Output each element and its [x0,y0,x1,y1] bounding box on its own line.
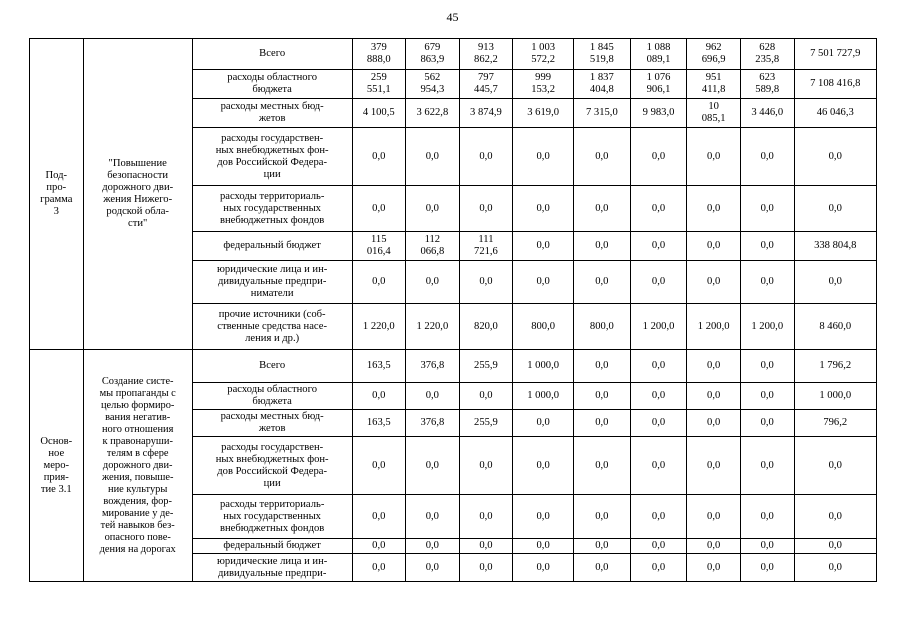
funding-source-label: расходы местных бюд- жетов [192,410,352,437]
value-cell: 0,0 [740,410,794,437]
value-cell: 0,0 [687,437,741,495]
value-cell: 0,0 [459,261,513,304]
total-cell: 0,0 [794,495,876,539]
value-cell: 679 863,9 [406,39,460,70]
total-cell: 46 046,3 [794,99,876,128]
value-cell: 0,0 [352,383,406,410]
value-cell: 0,0 [687,128,741,186]
value-cell: 0,0 [630,495,687,539]
funding-source-label: расходы областного бюджета [192,383,352,410]
funding-source-label: юридические лица и ин- дивидуальные предпри- [192,554,352,582]
total-cell: 0,0 [794,186,876,232]
value-cell: 3 622,8 [406,99,460,128]
value-cell: 0,0 [630,410,687,437]
value-cell: 0,0 [513,232,574,261]
value-cell: 0,0 [687,350,741,383]
value-cell: 0,0 [687,186,741,232]
value-cell: 0,0 [687,410,741,437]
value-cell: 1 200,0 [630,304,687,350]
value-cell: 0,0 [352,495,406,539]
total-cell: 7 108 416,8 [794,70,876,99]
value-cell: 0,0 [406,495,460,539]
value-cell: 0,0 [406,186,460,232]
section-title: Создание систе- мы пропаганды с целью формиро- вания негатив- ного отношения к правонаруши- телям в сфере дорожного дви- жения, повыше- ние культуры вождения, фор- мирование у де- тей навыков без- опасного пове- дения на дорогах [83,350,192,582]
value-cell: 0,0 [687,261,741,304]
funding-source-label: расходы территориаль- ных государственных внебюджетных фондов [192,495,352,539]
funding-source-label: Всего [192,350,352,383]
value-cell: 0,0 [574,539,631,554]
budget-table [29,38,877,582]
table-row [30,350,877,383]
value-cell: 1 000,0 [513,350,574,383]
funding-source-label: федеральный бюджет [192,232,352,261]
value-cell: 9 983,0 [630,99,687,128]
funding-source-label: Всего [192,39,352,70]
value-cell: 0,0 [630,186,687,232]
page-number: 45 [446,10,459,24]
value-cell: 0,0 [630,554,687,582]
funding-source-label: прочие источники (соб- ственные средства насе- ления и др.) [192,304,352,350]
value-cell: 800,0 [574,304,631,350]
value-cell: 10 085,1 [687,99,741,128]
value-cell: 0,0 [687,232,741,261]
value-cell: 0,0 [352,186,406,232]
value-cell: 0,0 [630,128,687,186]
value-cell: 0,0 [406,261,460,304]
value-cell: 0,0 [630,539,687,554]
total-cell: 0,0 [794,539,876,554]
value-cell: 255,9 [459,350,513,383]
value-cell: 0,0 [574,383,631,410]
value-cell: 0,0 [630,383,687,410]
value-cell: 0,0 [513,261,574,304]
value-cell: 0,0 [574,554,631,582]
value-cell: 0,0 [630,261,687,304]
value-cell: 259 551,1 [352,70,406,99]
value-cell: 0,0 [459,383,513,410]
value-cell: 4 100,5 [352,99,406,128]
value-cell: 0,0 [406,437,460,495]
value-cell: 115 016,4 [352,232,406,261]
value-cell: 623 589,8 [740,70,794,99]
value-cell: 0,0 [740,350,794,383]
value-cell: 0,0 [513,186,574,232]
value-cell: 0,0 [574,128,631,186]
value-cell: 255,9 [459,410,513,437]
value-cell: 3 874,9 [459,99,513,128]
value-cell: 0,0 [352,554,406,582]
funding-source-label: юридические лица и ин- дивидуальные предпри- ниматели [192,261,352,304]
value-cell: 0,0 [740,383,794,410]
value-cell: 913 862,2 [459,39,513,70]
value-cell: 0,0 [630,350,687,383]
value-cell: 0,0 [687,539,741,554]
value-cell: 376,8 [406,350,460,383]
value-cell: 0,0 [352,539,406,554]
value-cell: 0,0 [740,437,794,495]
value-cell: 0,0 [406,539,460,554]
value-cell: 628 235,8 [740,39,794,70]
value-cell: 0,0 [406,128,460,186]
value-cell: 0,0 [574,350,631,383]
table-row [30,39,877,70]
funding-source-label: расходы государствен- ных внебюджетных фон- дов Российской Федера- ции [192,128,352,186]
total-cell: 0,0 [794,554,876,582]
value-cell: 820,0 [459,304,513,350]
value-cell: 0,0 [574,232,631,261]
value-cell: 562 954,3 [406,70,460,99]
value-cell: 1 220,0 [352,304,406,350]
section-label: Под- про- грамма 3 [30,39,84,350]
value-cell: 0,0 [406,554,460,582]
value-cell: 1 220,0 [406,304,460,350]
value-cell: 0,0 [352,261,406,304]
value-cell: 0,0 [630,437,687,495]
total-cell: 0,0 [794,261,876,304]
total-cell: 1 000,0 [794,383,876,410]
value-cell: 0,0 [406,383,460,410]
total-cell: 1 796,2 [794,350,876,383]
value-cell: 0,0 [352,437,406,495]
value-cell: 0,0 [574,261,631,304]
section-title: "Повышение безопасности дорожного дви- жения Нижего- родской обла- сти" [83,39,192,350]
value-cell: 0,0 [740,232,794,261]
value-cell: 0,0 [687,495,741,539]
value-cell: 0,0 [740,554,794,582]
value-cell: 1 003 572,2 [513,39,574,70]
value-cell: 0,0 [574,495,631,539]
value-cell: 0,0 [513,437,574,495]
value-cell: 0,0 [740,261,794,304]
value-cell: 379 888,0 [352,39,406,70]
value-cell: 1 837 404,8 [574,70,631,99]
funding-source-label: федеральный бюджет [192,539,352,554]
value-cell: 0,0 [513,554,574,582]
value-cell: 1 076 906,1 [630,70,687,99]
value-cell: 1 200,0 [740,304,794,350]
total-cell: 7 501 727,9 [794,39,876,70]
value-cell: 962 696,9 [687,39,741,70]
value-cell: 0,0 [740,128,794,186]
value-cell: 0,0 [574,437,631,495]
value-cell: 0,0 [459,554,513,582]
value-cell: 163,5 [352,410,406,437]
value-cell: 0,0 [513,495,574,539]
value-cell: 0,0 [513,410,574,437]
value-cell: 0,0 [687,554,741,582]
value-cell: 0,0 [459,539,513,554]
funding-source-label: расходы территориаль- ных государственных внебюджетных фондов [192,186,352,232]
value-cell: 112 066,8 [406,232,460,261]
value-cell: 7 315,0 [574,99,631,128]
funding-source-label: расходы местных бюд- жетов [192,99,352,128]
total-cell: 796,2 [794,410,876,437]
value-cell: 1 845 519,8 [574,39,631,70]
value-cell: 3 619,0 [513,99,574,128]
value-cell: 0,0 [740,186,794,232]
funding-source-label: расходы государствен- ных внебюджетных фон- дов Российской Федера- ции [192,437,352,495]
value-cell: 0,0 [459,128,513,186]
value-cell: 951 411,8 [687,70,741,99]
value-cell: 1 088 089,1 [630,39,687,70]
value-cell: 0,0 [740,495,794,539]
total-cell: 338 804,8 [794,232,876,261]
value-cell: 0,0 [574,410,631,437]
value-cell: 3 446,0 [740,99,794,128]
value-cell: 1 200,0 [687,304,741,350]
value-cell: 0,0 [513,128,574,186]
value-cell: 0,0 [630,232,687,261]
table-body [30,39,877,582]
section-label: Основ- ное меро- прия- тие 3.1 [30,350,84,582]
total-cell: 0,0 [794,437,876,495]
total-cell: 0,0 [794,128,876,186]
value-cell: 376,8 [406,410,460,437]
value-cell: 0,0 [687,383,741,410]
value-cell: 800,0 [513,304,574,350]
value-cell: 0,0 [513,539,574,554]
value-cell: 1 000,0 [513,383,574,410]
value-cell: 0,0 [574,186,631,232]
value-cell: 0,0 [459,186,513,232]
value-cell: 0,0 [459,495,513,539]
value-cell: 797 445,7 [459,70,513,99]
value-cell: 111 721,6 [459,232,513,261]
total-cell: 8 460,0 [794,304,876,350]
value-cell: 0,0 [352,128,406,186]
funding-source-label: расходы областного бюджета [192,70,352,99]
value-cell: 999 153,2 [513,70,574,99]
value-cell: 0,0 [740,539,794,554]
value-cell: 0,0 [459,437,513,495]
value-cell: 163,5 [352,350,406,383]
